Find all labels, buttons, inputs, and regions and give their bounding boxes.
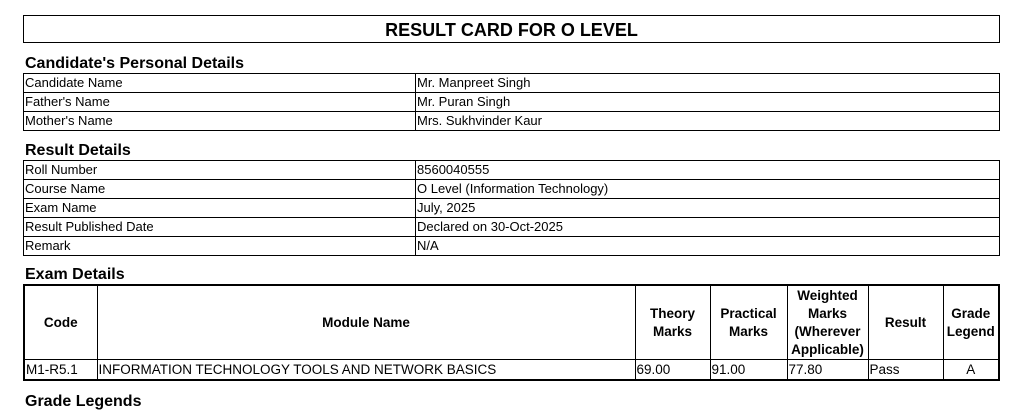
- result-card: [23, 15, 1000, 411]
- candidate-name-label: Candidate Name: [24, 74, 416, 93]
- table-row: [24, 93, 1000, 112]
- practical-marks-header: Practical Marks: [710, 285, 787, 360]
- result-details-table: [23, 160, 1000, 256]
- father-name-label: Father's Name: [24, 93, 416, 112]
- remark-value: N/A: [416, 237, 1000, 256]
- personal-details-table: [23, 73, 1000, 131]
- result-details-heading: Result Details: [25, 142, 131, 159]
- course-name-label: Course Name: [24, 180, 416, 199]
- theory-marks: 69.00: [635, 360, 710, 381]
- course-name-value: O Level (Information Technology): [416, 180, 1000, 199]
- result-value: Pass: [868, 360, 943, 381]
- module-name-header: Module Name: [97, 285, 635, 360]
- exam-name-label: Exam Name: [24, 199, 416, 218]
- module-code: M1-R5.1: [24, 360, 97, 381]
- remark-label: Remark: [24, 237, 416, 256]
- code-header: Code: [24, 285, 97, 360]
- weighted-marks-header: Weighted Marks (Wherever Applicable): [787, 285, 868, 360]
- theory-marks-header: Theory Marks: [635, 285, 710, 360]
- grade-value: A: [943, 360, 999, 381]
- published-date-label: Result Published Date: [24, 218, 416, 237]
- grade-legends-heading: Grade Legends: [25, 393, 142, 410]
- roll-number-value: 8560040555: [416, 161, 1000, 180]
- table-row: [24, 74, 1000, 93]
- exam-name-value: July, 2025: [416, 199, 1000, 218]
- table-row: [24, 180, 1000, 199]
- table-header-row: [24, 285, 999, 360]
- grade-legend-header: Grade Legend: [943, 285, 999, 360]
- result-header: Result: [868, 285, 943, 360]
- mother-name-value: Mrs. Sukhvinder Kaur: [416, 112, 1000, 131]
- candidate-name-value: Mr. Manpreet Singh: [416, 74, 1000, 93]
- page-title: RESULT CARD FOR O LEVEL: [23, 15, 1000, 43]
- table-row: [24, 161, 1000, 180]
- module-name: INFORMATION TECHNOLOGY TOOLS AND NETWORK BASICS: [97, 360, 635, 381]
- mother-name-label: Mother's Name: [24, 112, 416, 131]
- personal-details-heading: Candidate's Personal Details: [25, 55, 244, 72]
- table-row: [24, 218, 1000, 237]
- table-row: [24, 360, 999, 381]
- published-date-value: Declared on 30-Oct-2025: [416, 218, 1000, 237]
- table-row: [24, 112, 1000, 131]
- exam-details-heading: Exam Details: [25, 266, 125, 283]
- table-row: [24, 237, 1000, 256]
- practical-marks: 91.00: [710, 360, 787, 381]
- exam-details-table: [23, 284, 1000, 381]
- weighted-marks: 77.80: [787, 360, 868, 381]
- table-row: [24, 199, 1000, 218]
- roll-number-label: Roll Number: [24, 161, 416, 180]
- father-name-value: Mr. Puran Singh: [416, 93, 1000, 112]
